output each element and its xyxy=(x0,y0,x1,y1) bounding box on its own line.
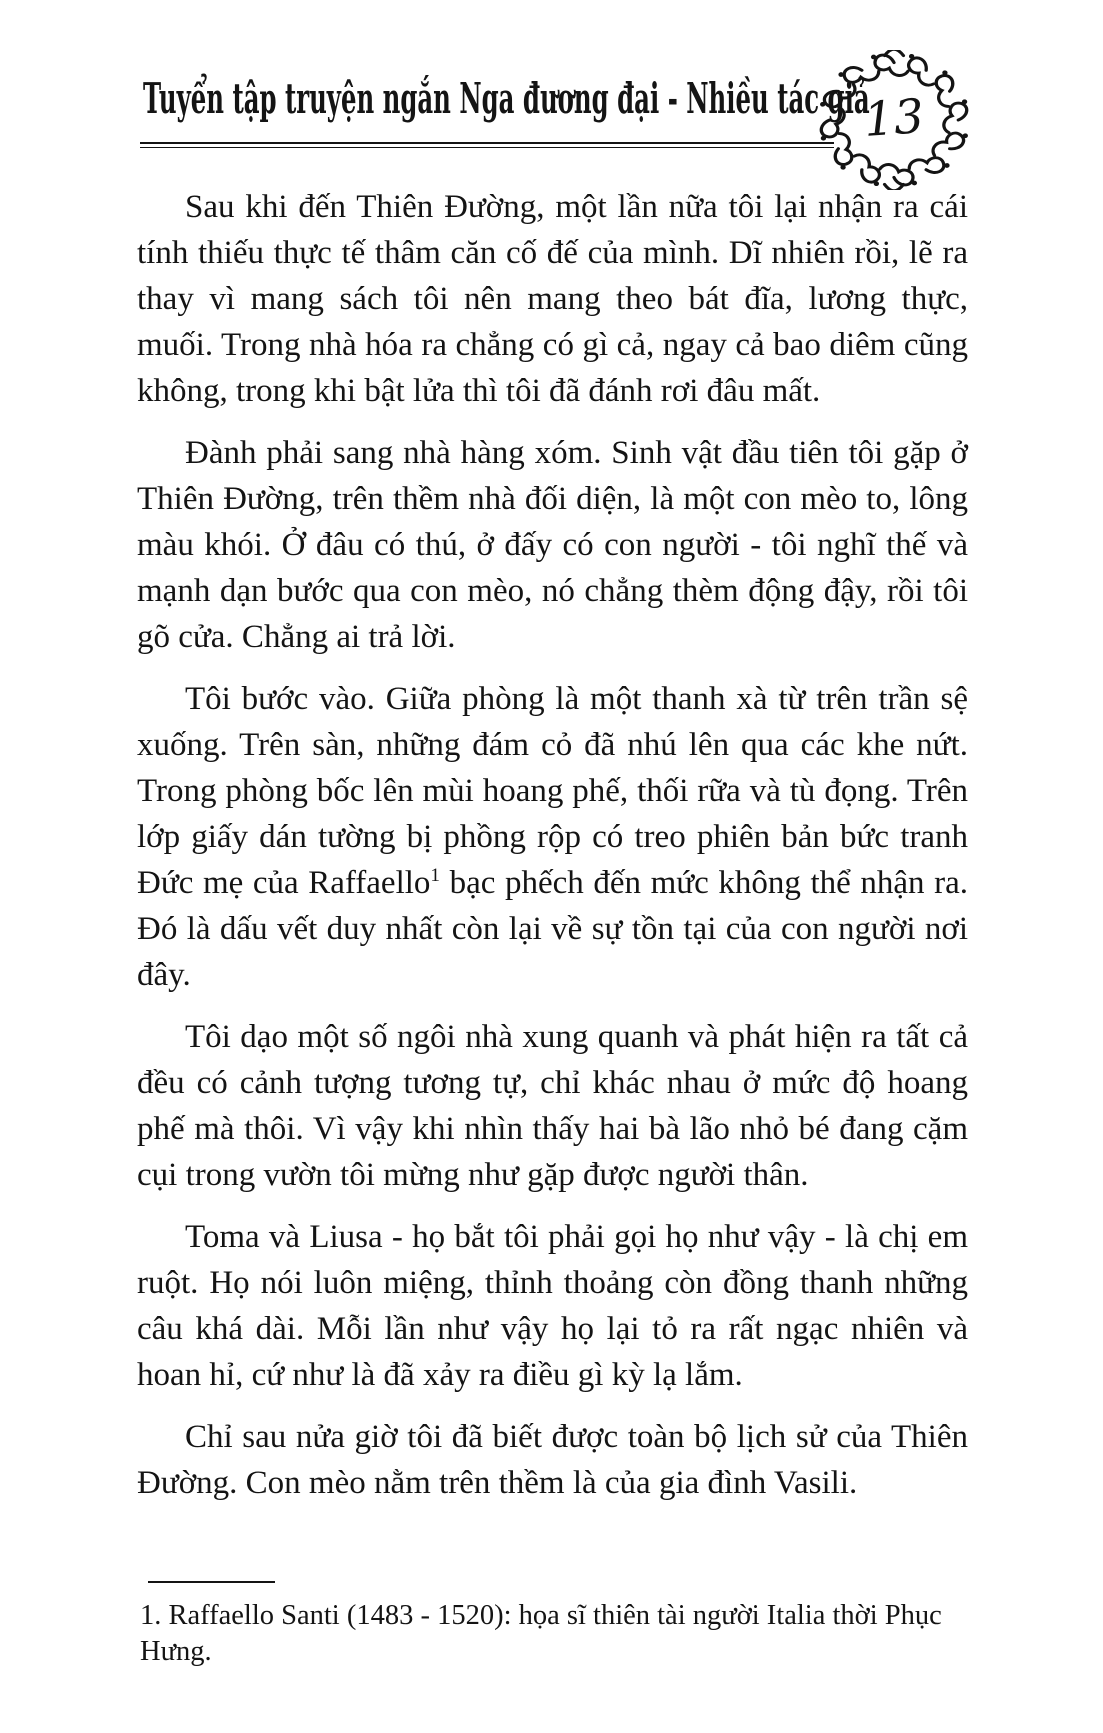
running-header-title: Tuyển tập truyện ngắn Nga đương đại - Nhiều tác giả xyxy=(143,74,870,123)
paragraph-3-text: Tôi bước vào. Giữa phòng là một thanh xà từ trên trần sệ xuống. Trên sàn, những đám cỏ đã nhú lên qua các khe nứt. Trong phòng bốc lên mùi hoang phế, thối rữa và tù đọng. Trên lớp giấy dán tường bị phồng rộp có treo phiên bản bức tranh Đức mẹ của Raffaello xyxy=(137,681,968,901)
header-double-rule xyxy=(140,142,834,148)
paragraph-6: Chỉ sau nửa giờ tôi đã biết được toàn bộ lịch sử của Thiên Đường. Con mèo nằm trên thềm là của gia đình Vasili. xyxy=(137,1419,968,1501)
paragraph-1: Sau khi đến Thiên Đường, một lần nữa tôi lại nhận ra cái tính thiếu thực tế thâm căn cố đế của mình. Dĩ nhiên rồi, lẽ ra thay vì mang sách tôi nên mang theo bát đĩa, lương thực, muối. Trong nhà hóa ra chẳng có gì cả, ngay cả bao diêm cũng không, trong khi bật lửa thì tôi đã đánh rơi đâu mất. xyxy=(137,189,968,409)
page-number-ornament xyxy=(816,50,972,190)
paragraph-3-continuation: bạc phếch đến mức không thể nhận ra. Đó là dấu vết duy nhất còn lại về sự tồn tại của con người nơi đây. xyxy=(137,865,968,993)
page-number: 13 xyxy=(862,88,926,148)
body-text-block xyxy=(137,184,968,1522)
footnote-text: 1. Raffaello Santi (1483 - 1520): họa sĩ thiên tài người Italia thời Phục Hưng. xyxy=(140,1600,942,1667)
paragraph-3 xyxy=(137,676,968,998)
footnote-separator-rule xyxy=(148,1581,275,1583)
paragraph-2: Đành phải sang nhà hàng xóm. Sinh vật đầu tiên tôi gặp ở Thiên Đường, trên thềm nhà đối diện, là một con mèo to, lông màu khói. Ở đâu có thú, ở đấy có con người - tôi nghĩ thế và mạnh dạn bước qua con mèo, nó chẳng thèm động đậy, rồi tôi gõ cửa. Chẳng ai trả lời. xyxy=(137,435,968,655)
paragraph-5: Toma và Liusa - họ bắt tôi phải gọi họ như vậy - là chị em ruột. Họ nói luôn miệng, thỉnh thoảng còn đồng thanh những câu khá dài. Mỗi lần như vậy họ lại tỏ ra rất ngạc nhiên và hoan hỉ, cứ như là đã xảy ra điều gì kỳ lạ lắm. xyxy=(137,1219,968,1393)
footnote-reference-marker: 1 xyxy=(430,865,440,886)
paragraph-4: Tôi dạo một số ngôi nhà xung quanh và phát hiện ra tất cả đều có cảnh tượng tương tự, chỉ khác nhau ở mức độ hoang phế mà thôi. Vì vậy khi nhìn thấy hai bà lão nhỏ bé đang cặm cụi trong vườn tôi mừng như gặp được người thân. xyxy=(137,1019,968,1193)
